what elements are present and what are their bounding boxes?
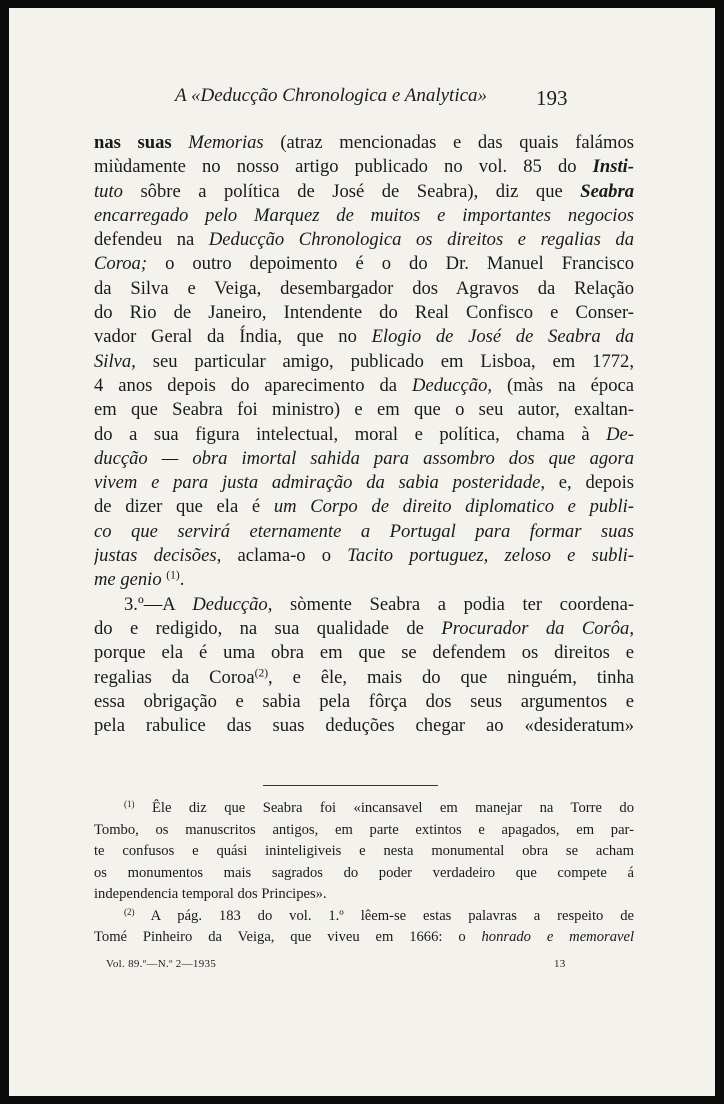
text-run: de dizer que ela é	[94, 496, 261, 518]
footnotes	[94, 798, 634, 949]
text-run: encarregado pelo Marquez de muitos e importantes negocios	[94, 204, 634, 226]
text-run: me genio	[94, 569, 162, 591]
text-line	[94, 593, 634, 617]
text-run: 4 anos depois do aparecimento da	[94, 374, 398, 396]
signature-mark: 13	[554, 958, 566, 970]
text-run: regalias da Coroa	[94, 666, 255, 688]
text-run: Deducção,	[412, 374, 493, 396]
footnote-line: Tombo, os manuscritos antigos, em parte extintos e apagados, em par-	[94, 821, 634, 838]
footnote-line	[94, 927, 634, 949]
text-run: co que servirá eternamente a Portugal para formar suas	[94, 520, 634, 542]
main-text	[94, 131, 634, 738]
footnote-line	[94, 798, 634, 820]
text-run: Insti-	[592, 156, 634, 178]
footnote-ref: (1)	[166, 570, 180, 583]
text-run: seu particular amigo, publicado em Lisboa, em 1772,	[152, 350, 634, 372]
text-run: defendeu na	[94, 229, 195, 251]
text-run: Tacito portuguez, zeloso e subli-	[347, 545, 634, 567]
text-line	[94, 350, 634, 374]
running-footer	[9, 958, 715, 974]
text-run: 3.º—A	[124, 593, 175, 615]
book-page	[9, 8, 715, 1096]
footnote-ref: (2)	[254, 667, 269, 680]
text-run: miùdamente no nosso artigo publicado no vol. 85 do	[94, 156, 577, 178]
text-run: vivem e para justa admiração da sabia posteridade,	[94, 472, 546, 494]
text-run: o outro depoimento é o do Dr. Manuel Francisco	[165, 253, 634, 275]
text-run: (atraz mencionadas e das quais falámos	[280, 132, 634, 153]
text-run: Elogio de José de Seabra da	[371, 326, 634, 348]
text-line	[94, 520, 634, 544]
text-line	[94, 544, 634, 568]
text-line	[94, 155, 634, 179]
text-line	[94, 495, 634, 519]
footnote-divider	[263, 785, 438, 786]
page-number: 193	[536, 86, 568, 110]
text-run: , e êle, mais do que ninguém, tinha	[268, 666, 634, 688]
text-run: Seabra	[580, 180, 634, 202]
text-run: .	[179, 569, 185, 591]
footnote-line: independencia temporal dos Principes».	[94, 886, 327, 902]
text-run: aclama-o o	[237, 545, 332, 567]
text-line	[94, 204, 634, 228]
text-run: sòmente Seabra a podia ter coordena-	[289, 593, 634, 615]
text-run: nas suas	[94, 132, 172, 153]
text-run: e, depois	[558, 472, 634, 494]
text-line	[94, 374, 634, 398]
text-run: um Corpo de direito diplomatico e publi-	[273, 496, 634, 518]
footnote-mark: (2)	[124, 906, 135, 917]
text-run: De-	[606, 423, 634, 445]
text-line: da Silva e Veiga, desembargador dos Agravos da Relação	[94, 277, 634, 299]
text-line: porque ela é uma obra em que se defendem os direitos e	[94, 642, 634, 664]
text-line	[94, 447, 634, 471]
text-line	[94, 252, 634, 276]
footnote-line: os monumentos mais sagrados do poder verdadeiro que compete á	[94, 864, 634, 881]
text-run: Procurador da Corôa,	[441, 617, 634, 639]
text-line	[94, 568, 634, 592]
text-run: A pág. 183 do vol. 1.º lêem-se estas palavras a respeito de	[150, 907, 634, 924]
text-run: honrado e memoravel	[481, 929, 634, 945]
text-line	[94, 666, 634, 690]
footnote-mark: (1)	[124, 799, 135, 810]
text-run: Silva,	[94, 350, 136, 372]
text-run: do a sua figura intelectual, moral e política, chama à	[94, 423, 590, 445]
text-line	[94, 131, 634, 155]
running-title: A «Deducção Chronologica e Analytica»	[175, 85, 488, 106]
text-run: justas decisões,	[94, 545, 222, 567]
running-header	[9, 85, 715, 113]
text-line	[94, 180, 634, 204]
text-run: vador Geral da Índia, que no	[94, 326, 357, 348]
text-run: Memorias	[188, 132, 264, 153]
footnote-line: te confusos e quási ininteligiveis e nesta monumental obra se acham	[94, 843, 634, 859]
text-run: Deducção Chronologica os direitos e regalias da	[208, 229, 634, 251]
text-run: (màs na época	[507, 374, 634, 396]
text-run: tuto	[94, 180, 123, 202]
text-line: pela rabulice das suas deduções chegar ao «desideratum»	[94, 715, 634, 737]
text-line	[94, 423, 634, 447]
text-run: ducção — obra imortal sahida para assombro dos que agora	[94, 447, 634, 469]
text-line: essa obrigação e sabia pela fôrça dos seus argumentos e	[94, 690, 634, 712]
text-line	[94, 228, 634, 252]
text-run: sôbre a política de José de Seabra), diz que	[140, 180, 563, 202]
text-line	[94, 471, 634, 495]
volume-info: Vol. 89.º—N.º 2—1935	[106, 958, 217, 970]
text-run: Tomé Pinheiro da Veiga, que viveu em 1666: o	[94, 929, 466, 945]
text-run: Deducção,	[192, 593, 273, 615]
text-run: Êle diz que Seabra foi «incansavel em manejar na Torre do	[152, 800, 634, 816]
text-line	[94, 617, 634, 641]
footnote-line	[94, 906, 634, 928]
text-line: em que Seabra foi ministro) e em que o seu autor, exaltan-	[94, 399, 634, 421]
text-line: do Rio de Janeiro, Intendente do Real Confisco e Conser-	[94, 302, 634, 324]
text-line	[94, 325, 634, 349]
text-run: do e redigido, na sua qualidade de	[94, 617, 424, 639]
text-run: Coroa;	[94, 253, 148, 275]
